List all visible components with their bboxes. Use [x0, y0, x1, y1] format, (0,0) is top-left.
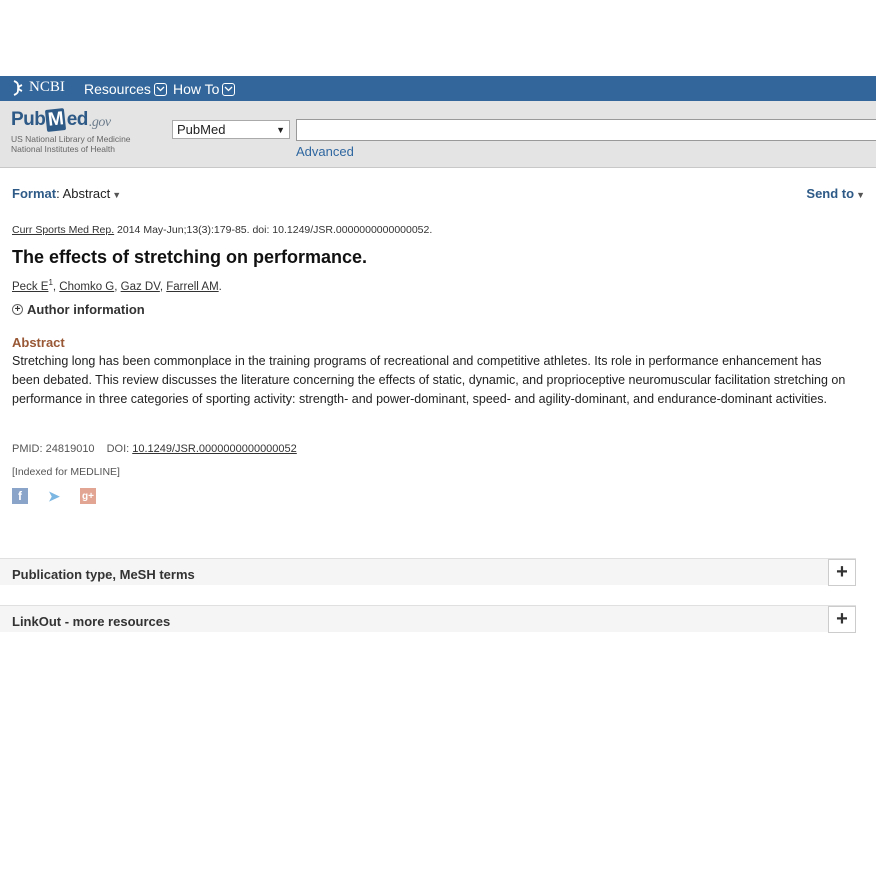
logo-subtitle-nlm: US National Library of Medicine: [11, 134, 131, 144]
logo-gov: .gov: [88, 115, 111, 130]
format-selector[interactable]: Format: Abstract ▼: [12, 186, 122, 201]
how-to-menu[interactable]: [173, 81, 235, 97]
resources-menu-label: Resources: [84, 81, 151, 97]
dropdown-arrow-icon: ▼: [276, 124, 285, 135]
database-select-value: PubMed: [177, 122, 226, 137]
facebook-icon[interactable]: f: [12, 488, 28, 504]
doi-link[interactable]: 10.1249/JSR.0000000000000052: [132, 443, 297, 455]
journal-link[interactable]: Curr Sports Med Rep.: [12, 224, 115, 236]
advanced-search-link[interactable]: Advanced: [296, 144, 354, 159]
author-information-toggle[interactable]: [12, 302, 145, 317]
chevron-down-icon: [154, 83, 167, 96]
logo-subtitle-nih: National Institutes of Health: [11, 144, 115, 154]
search-band: [0, 101, 876, 168]
author-link[interactable]: Gaz DV: [120, 280, 160, 293]
article-title: The effects of stretching on performance.: [12, 247, 368, 267]
indexed-for-medline: [Indexed for MEDLINE]: [12, 466, 120, 478]
pubmed-logo[interactable]: [11, 109, 131, 154]
logo-ed: ed: [66, 109, 88, 130]
chevron-down-icon: [222, 83, 235, 96]
social-share: [12, 488, 96, 504]
resources-menu[interactable]: [84, 81, 167, 97]
caret-down-icon: ▼: [856, 190, 865, 200]
search-input[interactable]: [296, 119, 876, 141]
author-information-label: Author information: [27, 302, 145, 317]
abstract-heading: Abstract: [12, 335, 65, 350]
citation-details: 2014 May-Jun;13(3):179-85. doi: 10.1249/JSR.0000000000000052.: [114, 224, 433, 236]
google-plus-icon[interactable]: g+: [80, 488, 96, 504]
author-affiliation-sup[interactable]: 1: [48, 278, 53, 287]
section-title: LinkOut - more resources: [12, 614, 171, 629]
ncbi-logo[interactable]: [11, 79, 65, 96]
author-list: Peck $E^1$, Chomko G, Gaz DV, Farrell AM.: [12, 278, 222, 293]
expand-plus-icon: +: [12, 304, 23, 315]
doi-label: DOI:: [106, 443, 133, 455]
how-to-menu-label: How To: [173, 81, 220, 97]
pmid: PMID: 24819010: [12, 443, 95, 455]
section-linkout[interactable]: [0, 605, 856, 632]
database-select[interactable]: [172, 120, 290, 139]
twitter-icon[interactable]: ➤: [48, 487, 60, 504]
author-link[interactable]: Chomko G: [59, 280, 115, 293]
send-to-menu[interactable]: [806, 186, 865, 201]
expand-plus-icon[interactable]: +: [828, 559, 856, 586]
ncbi-top-bar: [0, 76, 876, 101]
format-label: Format: [12, 186, 57, 201]
author-link[interactable]: Peck E: [12, 280, 49, 293]
expand-plus-icon[interactable]: +: [828, 606, 856, 633]
logo-m: M: [45, 108, 67, 132]
section-publication-type[interactable]: [0, 558, 856, 585]
ncbi-logo-text: NCBI: [29, 79, 65, 95]
abstract-text: Stretching long has been commonplace in the training programs of recreational and competitive athletes. Its role in performance enhancement has been debated. This review discusses the literature concerning the effects of static, dynamic, and proprioceptive neuromuscular facilitation stretching on performance in three categories of sporting activity: strength- and power-dominant, speed- and agility-dominant, and endurance-dominant activities.: [12, 354, 846, 407]
author-link[interactable]: Farrell AM: [166, 280, 219, 293]
article-identifiers: [12, 443, 297, 455]
section-title: Publication type, MeSH terms: [12, 567, 195, 582]
ncbi-helix-icon: [11, 80, 25, 96]
format-value: Abstract: [62, 186, 111, 201]
logo-pub: Pub: [11, 109, 46, 130]
citation: [12, 224, 432, 236]
caret-down-icon: ▼: [112, 190, 122, 200]
send-to-label: Send to: [806, 186, 855, 201]
